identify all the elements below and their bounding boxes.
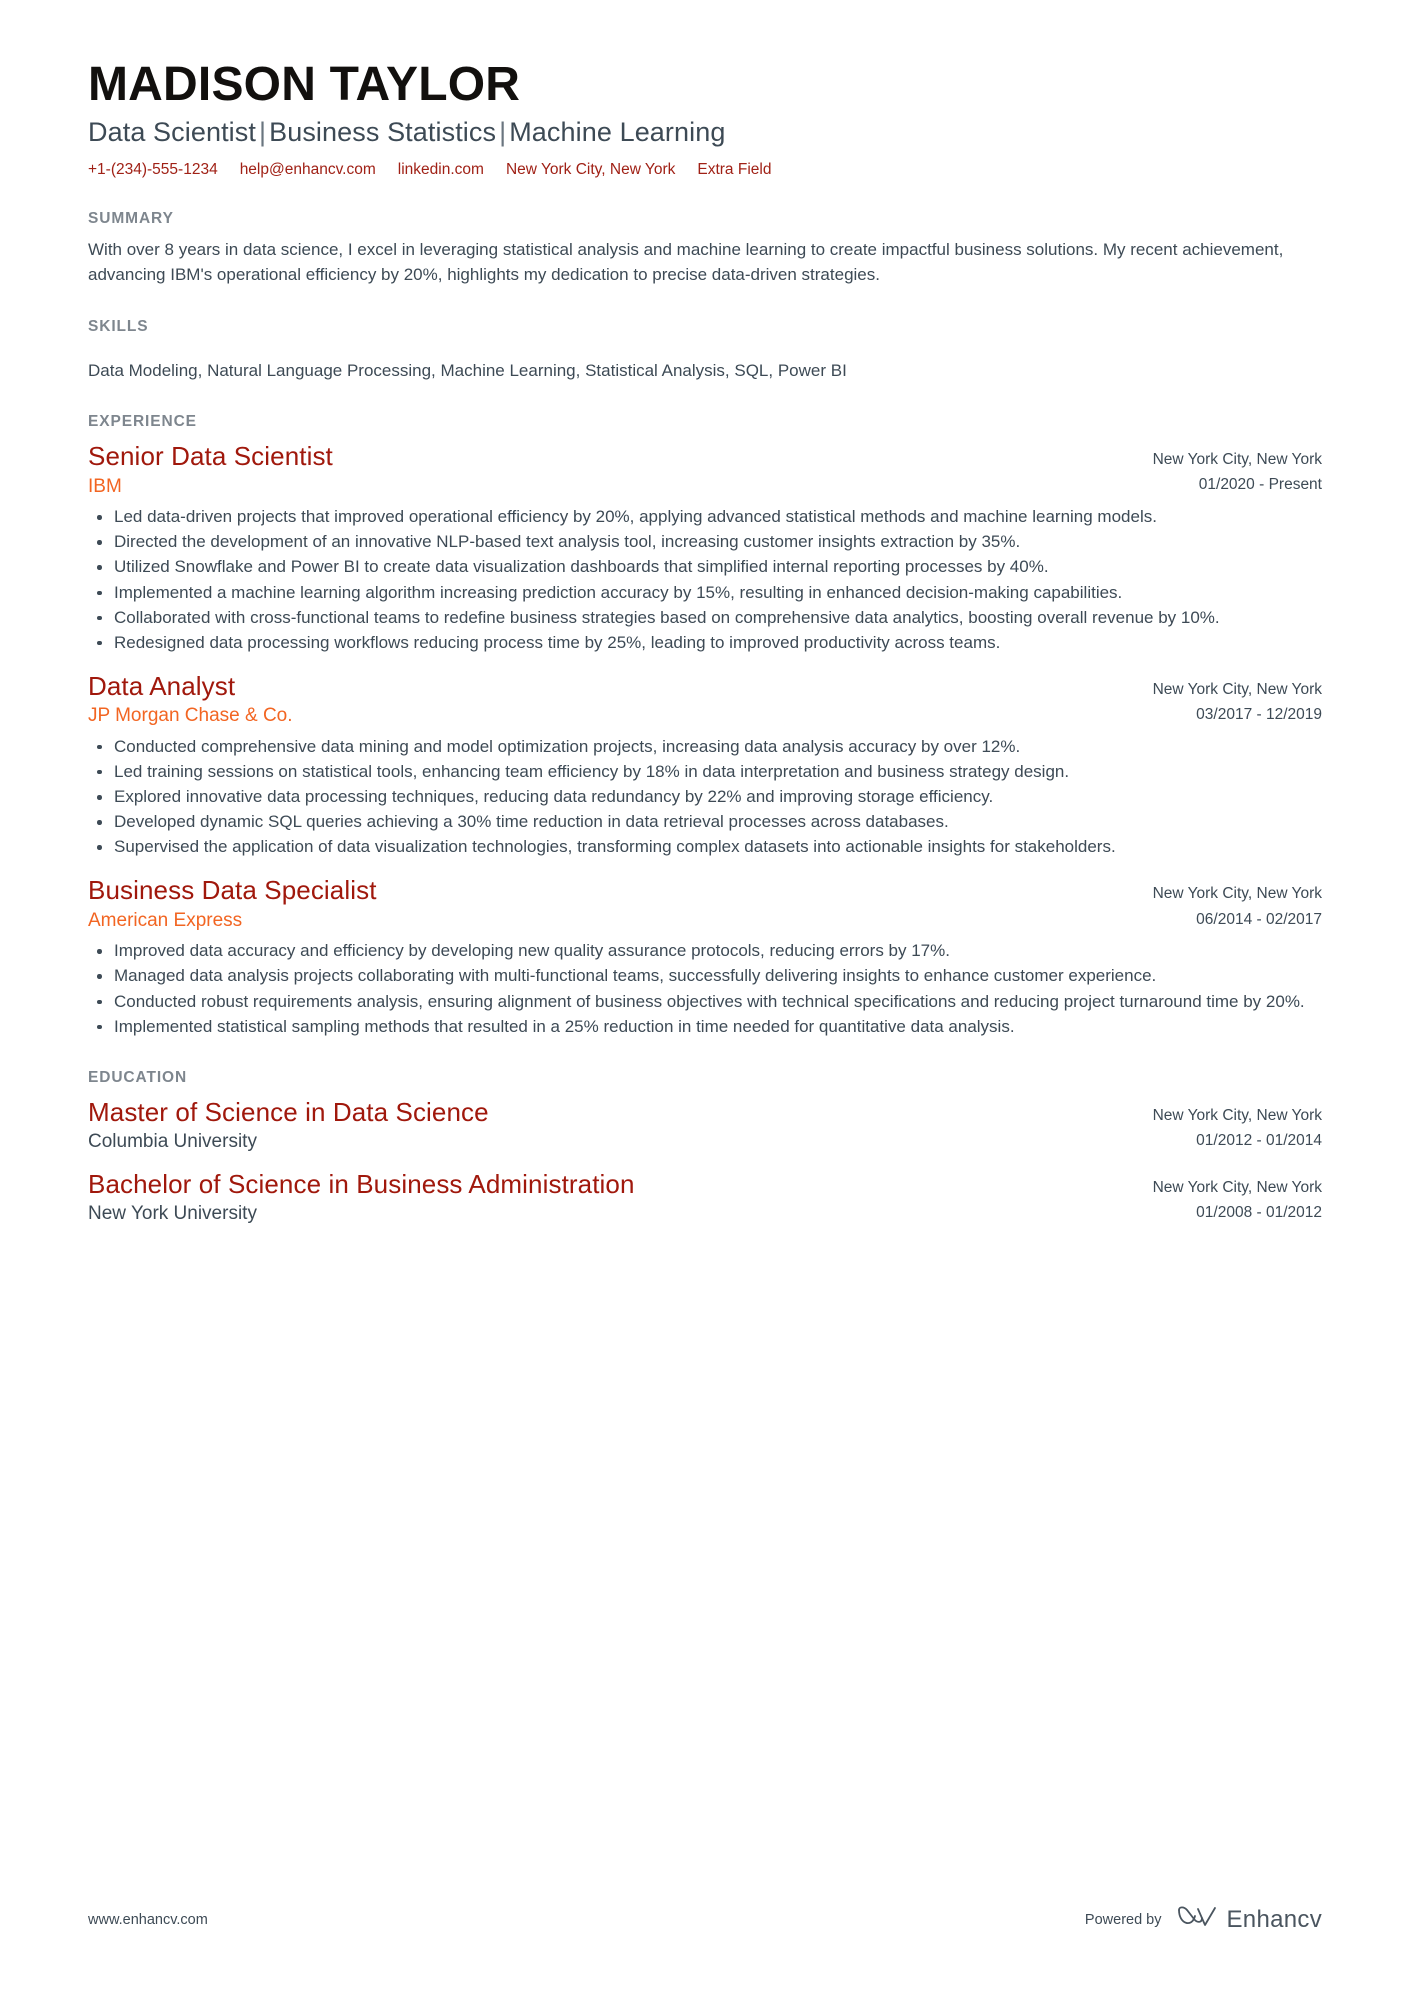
list-item: Explored innovative data processing techniques, reducing data redundancy by 22% and improving storage efficiency. <box>88 785 1322 809</box>
education-entry-header <box>88 1169 1322 1227</box>
education-date-range: 01/2008 - 01/2012 <box>1196 1203 1322 1221</box>
experience-bullet-list <box>88 505 1322 655</box>
list-item: Conducted comprehensive data mining and model optimization projects, increasing data analysis accuracy by over 12%. <box>88 735 1322 759</box>
section-heading-skills: SKILLS <box>88 317 149 335</box>
footer-website-url[interactable]: www.enhancv.com <box>88 1911 208 1928</box>
experience-location: New York City, New York <box>1152 451 1322 469</box>
section-heading-experience: EXPERIENCE <box>88 413 197 431</box>
education-degree: Master of Science in Data Science <box>88 1096 489 1127</box>
headline-separator-2: | <box>499 116 507 147</box>
education-entry-meta <box>1131 1169 1322 1225</box>
enhancv-brand-lockup[interactable] <box>1176 1904 1323 1935</box>
experience-entry-left <box>88 875 1131 933</box>
list-item: Developed dynamic SQL queries achieving a 30% time reduction in data retrieval processes across databases. <box>88 810 1322 834</box>
experience-job-title: Business Data Specialist <box>88 875 377 906</box>
list-item: Led data-driven projects that improved operational efficiency by 20%, applying advanced statistical methods and machine learning models. <box>88 505 1322 529</box>
education-entry <box>88 1169 1322 1227</box>
education-entry-header <box>88 1097 1322 1155</box>
list-item: Improved data accuracy and efficiency by developing new quality assurance protocols, reducing errors by 17%. <box>88 939 1322 963</box>
education-degree: Bachelor of Science in Business Administration <box>88 1168 635 1199</box>
summary-text: With over 8 years in data science, I excel in leveraging statistical analysis and machine learning to create impactful business solutions. My recent achievement, advancing IBM's operational efficiency by 20%, highlights my dedication to precise data-driven strategies. <box>88 240 1284 284</box>
experience-bullet-list <box>88 735 1322 860</box>
experience-entry <box>88 441 1322 655</box>
list-item: Supervised the application of data visualization technologies, transforming complex datasets into actionable insights for stakeholders. <box>88 835 1322 859</box>
headline-part-2: Business Statistics <box>269 116 497 147</box>
section-education <box>88 1069 1322 1227</box>
powered-by-label: Powered by <box>1084 1911 1162 1928</box>
education-institution: Columbia University <box>88 1131 257 1152</box>
section-heading-summary: SUMMARY <box>88 210 174 228</box>
education-entry <box>88 1097 1322 1155</box>
list-item: Directed the development of an innovative NLP-based text analysis tool, increasing customer insights extraction by 35%. <box>88 530 1322 554</box>
list-item: Collaborated with cross-functional teams to redefine business strategies based on comprehensive data analytics, boosting overall revenue by 10%. <box>88 606 1322 630</box>
contact-email[interactable]: help@enhancv.com <box>239 160 376 178</box>
list-item: Implemented a machine learning algorithm increasing prediction accuracy by 15%, resulting in enhanced decision-making capabilities. <box>88 581 1322 605</box>
experience-location: New York City, New York <box>1152 885 1322 903</box>
list-item: Redesigned data processing workflows reducing process time by 25%, leading to improved productivity across teams. <box>88 631 1322 655</box>
education-location: New York City, New York <box>1152 1178 1322 1196</box>
list-item: Managed data analysis projects collaborating with multi-functional teams, successfully delivering insights to enhance customer experience. <box>88 964 1322 988</box>
education-entry-meta <box>1131 1097 1322 1153</box>
list-item: Implemented statistical sampling methods that resulted in a 25% reduction in time needed for quantitative data analysis. <box>88 1015 1322 1039</box>
experience-entry-left <box>88 441 1131 499</box>
experience-job-title: Data Analyst <box>88 670 236 701</box>
experience-date-range: 01/2020 - Present <box>1198 476 1322 494</box>
section-experience <box>88 413 1322 1039</box>
experience-date-range: 06/2014 - 02/2017 <box>1196 910 1322 928</box>
list-item: Utilized Snowflake and Power BI to create data visualization dashboards that simplified internal reporting processes by 40%. <box>88 555 1322 579</box>
experience-entry-meta <box>1131 875 1322 931</box>
footer-brand-block <box>1085 1904 1322 1935</box>
resume-header <box>88 0 1322 180</box>
experience-company: American Express <box>88 909 243 931</box>
page-title: MADISON TAYLOR <box>88 58 521 111</box>
contact-location: New York City, New York <box>505 160 676 178</box>
experience-entry-header <box>88 875 1322 933</box>
education-location: New York City, New York <box>1152 1106 1322 1124</box>
professional-headline <box>88 116 1322 150</box>
experience-entry-left <box>88 671 1131 729</box>
list-item: Conducted robust requirements analysis, ensuring alignment of business objectives with technical specifications and reducing project turnaround time by 20%. <box>88 990 1322 1014</box>
enhancv-brand-name: Enhancv <box>1226 1905 1322 1933</box>
headline-part-1: Data Scientist <box>88 116 256 147</box>
headline-separator-1: | <box>258 116 267 147</box>
experience-entry-meta <box>1131 441 1322 497</box>
section-heading-education: EDUCATION <box>88 1068 188 1086</box>
experience-company: IBM <box>88 475 122 497</box>
section-summary <box>88 210 1322 288</box>
skills-list: Data Modeling, Natural Language Processing, Machine Learning, Statistical Analysis, SQL, Power BI <box>88 360 847 380</box>
resume-footer <box>88 1904 1322 1935</box>
contact-linkedin[interactable]: linkedin.com <box>397 160 484 178</box>
education-entry-left <box>88 1097 1131 1155</box>
contact-phone[interactable]: +1-(234)-555-1234 <box>88 160 218 178</box>
list-item: Led training sessions on statistical tools, enhancing team efficiency by 18% in data interpretation and business strategy design. <box>88 760 1322 784</box>
experience-job-title: Senior Data Scientist <box>88 441 333 472</box>
experience-location: New York City, New York <box>1152 680 1322 698</box>
contact-row <box>88 159 1322 181</box>
experience-company: JP Morgan Chase & Co. <box>88 705 293 727</box>
headline-part-3: Machine Learning <box>509 116 726 147</box>
education-date-range: 01/2012 - 01/2014 <box>1196 1131 1322 1149</box>
section-skills <box>88 318 1322 384</box>
education-entry-left <box>88 1169 1131 1227</box>
enhancv-logo-icon <box>1176 1904 1218 1935</box>
experience-entry <box>88 875 1322 1038</box>
experience-date-range: 03/2017 - 12/2019 <box>1196 706 1322 724</box>
experience-entry-header <box>88 441 1322 499</box>
experience-entry-meta <box>1131 671 1322 727</box>
experience-entry <box>88 671 1322 860</box>
experience-bullet-list <box>88 939 1322 1039</box>
education-institution: New York University <box>88 1202 257 1224</box>
experience-entry-header <box>88 671 1322 729</box>
contact-extra-field[interactable]: Extra Field <box>697 160 772 178</box>
